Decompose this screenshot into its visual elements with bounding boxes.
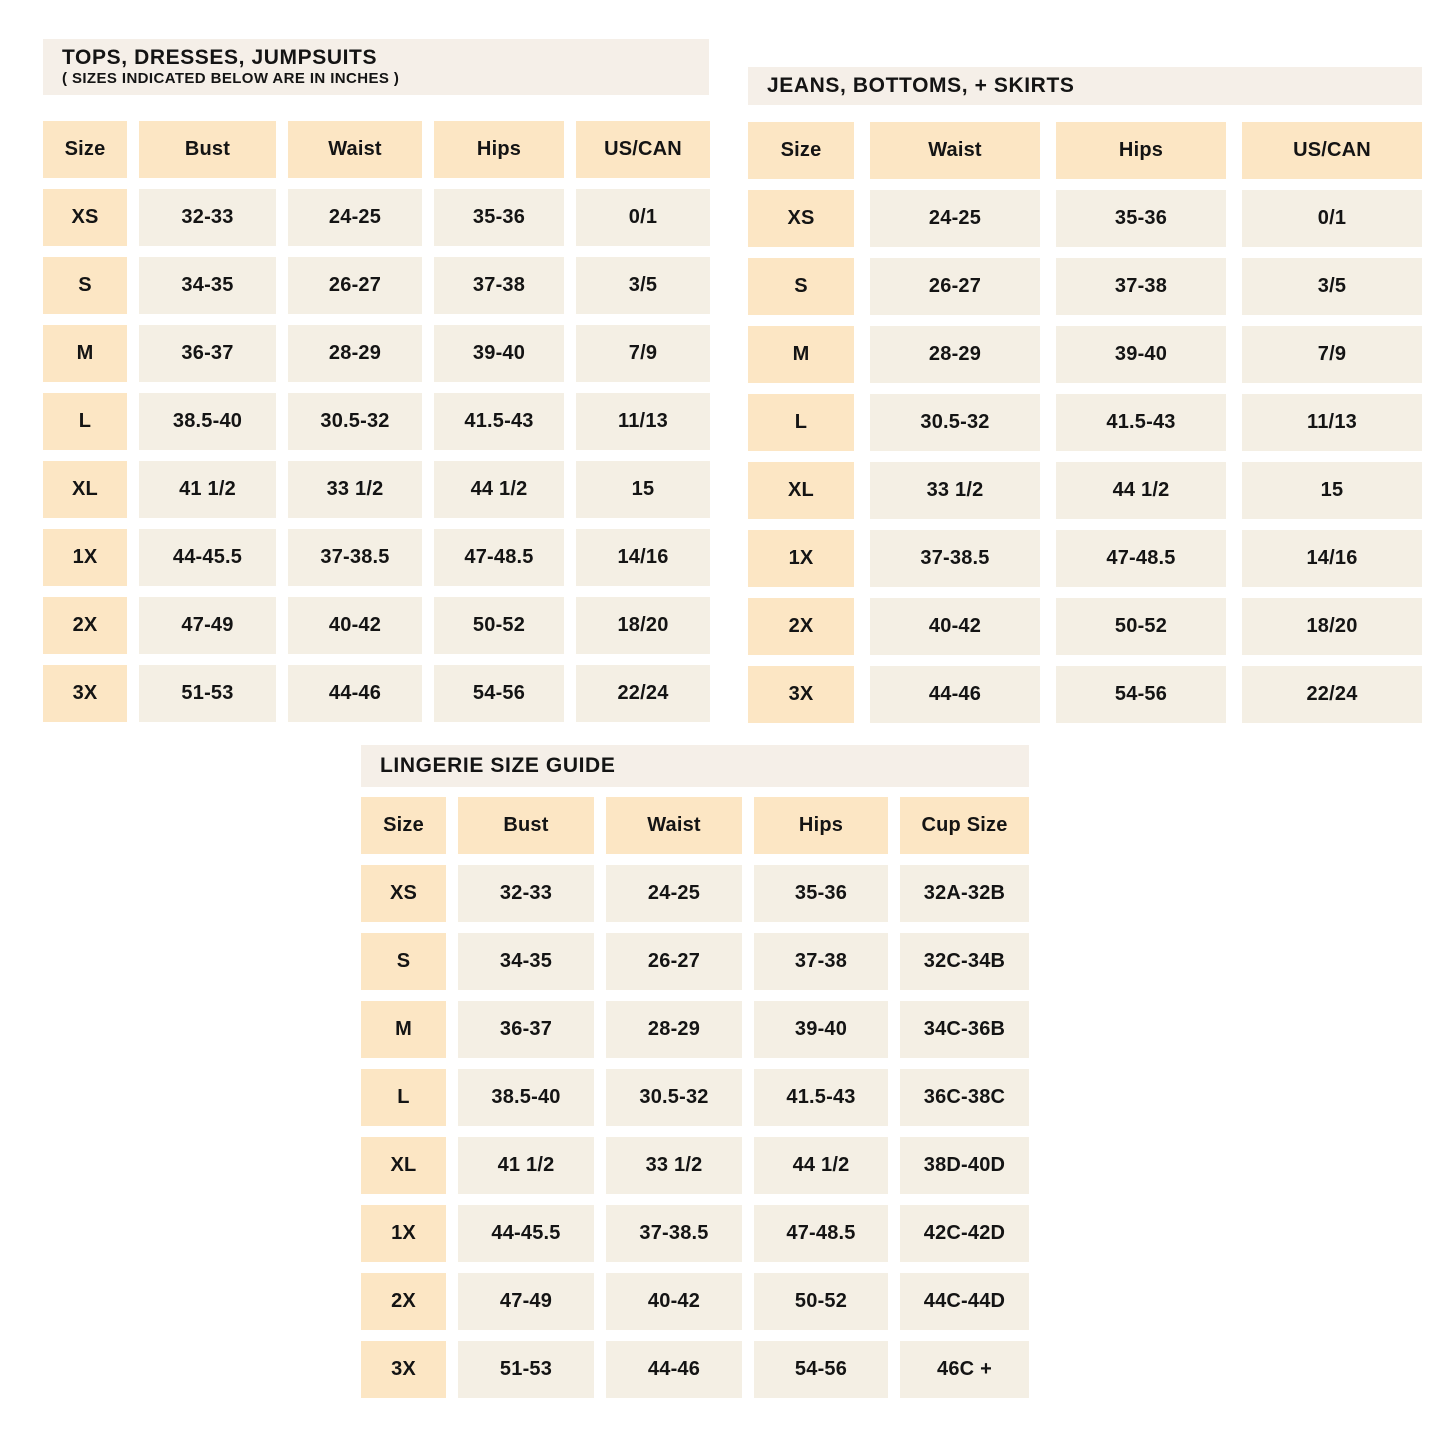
measurement-cell: 38.5-40 — [139, 393, 276, 450]
tops-table-title-bar — [43, 39, 709, 95]
column-header-size: Size — [361, 797, 446, 854]
row-size-label: M — [361, 1001, 446, 1058]
row-size-label: XL — [43, 461, 127, 518]
measurement-cell: 47-48.5 — [1056, 530, 1226, 587]
measurement-cell: 46C + — [900, 1341, 1029, 1398]
row-size-label: S — [43, 257, 127, 314]
measurement-cell: 47-49 — [139, 597, 276, 654]
tops-table-title: TOPS, DRESSES, JUMPSUITS — [62, 46, 378, 70]
measurement-cell: 33 1/2 — [870, 462, 1040, 519]
column-header-waist: Waist — [870, 122, 1040, 179]
jeans-table-title-bar — [748, 67, 1422, 105]
column-header-size: Size — [748, 122, 854, 179]
lingerie-table-title: LINGERIE SIZE GUIDE — [380, 754, 616, 778]
measurement-cell: 7/9 — [576, 325, 710, 382]
measurement-cell: 54-56 — [1056, 666, 1226, 723]
column-header-us-can: US/CAN — [1242, 122, 1422, 179]
row-size-label: M — [748, 326, 854, 383]
measurement-cell: 54-56 — [434, 665, 564, 722]
measurement-cell: 0/1 — [576, 189, 710, 246]
lingerie-size-guide-table — [361, 745, 1029, 1398]
measurement-cell: 14/16 — [1242, 530, 1422, 587]
measurement-cell: 30.5-32 — [288, 393, 422, 450]
measurement-cell: 37-38 — [434, 257, 564, 314]
measurement-cell: 54-56 — [754, 1341, 888, 1398]
column-header-cup-size: Cup Size — [900, 797, 1029, 854]
measurement-cell: 28-29 — [606, 1001, 742, 1058]
column-header-hips: Hips — [434, 121, 564, 178]
measurement-cell: 34C-36B — [900, 1001, 1029, 1058]
row-size-label: 3X — [748, 666, 854, 723]
row-size-label: S — [361, 933, 446, 990]
measurement-cell: 44 1/2 — [434, 461, 564, 518]
tops-size-grid — [43, 121, 709, 722]
measurement-cell: 51-53 — [458, 1341, 594, 1398]
measurement-cell: 39-40 — [754, 1001, 888, 1058]
column-header-size: Size — [43, 121, 127, 178]
measurement-cell: 50-52 — [434, 597, 564, 654]
row-size-label: 1X — [748, 530, 854, 587]
row-size-label: XS — [748, 190, 854, 247]
measurement-cell: 38D-40D — [900, 1137, 1029, 1194]
measurement-cell: 3/5 — [1242, 258, 1422, 315]
lingerie-table-title-bar — [361, 745, 1029, 787]
column-header-waist: Waist — [288, 121, 422, 178]
measurement-cell: 22/24 — [1242, 666, 1422, 723]
measurement-cell: 32-33 — [139, 189, 276, 246]
row-size-label: L — [361, 1069, 446, 1126]
row-size-label: XL — [748, 462, 854, 519]
measurement-cell: 50-52 — [1056, 598, 1226, 655]
measurement-cell: 34-35 — [139, 257, 276, 314]
measurement-cell: 40-42 — [288, 597, 422, 654]
measurement-cell: 18/20 — [576, 597, 710, 654]
measurement-cell: 7/9 — [1242, 326, 1422, 383]
measurement-cell: 36-37 — [458, 1001, 594, 1058]
row-size-label: XS — [43, 189, 127, 246]
measurement-cell: 44C-44D — [900, 1273, 1029, 1330]
measurement-cell: 39-40 — [1056, 326, 1226, 383]
column-header-hips: Hips — [754, 797, 888, 854]
measurement-cell: 44 1/2 — [1056, 462, 1226, 519]
measurement-cell: 41 1/2 — [139, 461, 276, 518]
row-size-label: 1X — [43, 529, 127, 586]
jeans-bottoms-skirts-table — [748, 67, 1422, 723]
row-size-label: L — [748, 394, 854, 451]
measurement-cell: 40-42 — [606, 1273, 742, 1330]
row-size-label: 2X — [43, 597, 127, 654]
row-size-label: 2X — [361, 1273, 446, 1330]
row-size-label: 3X — [43, 665, 127, 722]
row-size-label: XS — [361, 865, 446, 922]
measurement-cell: 41.5-43 — [754, 1069, 888, 1126]
measurement-cell: 36C-38C — [900, 1069, 1029, 1126]
measurement-cell: 32A-32B — [900, 865, 1029, 922]
measurement-cell: 41 1/2 — [458, 1137, 594, 1194]
measurement-cell: 24-25 — [606, 865, 742, 922]
row-size-label: 1X — [361, 1205, 446, 1262]
column-header-us-can: US/CAN — [576, 121, 710, 178]
measurement-cell: 41.5-43 — [1056, 394, 1226, 451]
measurement-cell: 47-49 — [458, 1273, 594, 1330]
measurement-cell: 34-35 — [458, 933, 594, 990]
measurement-cell: 30.5-32 — [606, 1069, 742, 1126]
measurement-cell: 14/16 — [576, 529, 710, 586]
tops-dresses-jumpsuits-table — [43, 39, 709, 722]
tops-table-subtitle: ( SIZES INDICATED BELOW ARE IN INCHES ) — [62, 70, 400, 88]
column-header-hips: Hips — [1056, 122, 1226, 179]
measurement-cell: 44-45.5 — [139, 529, 276, 586]
measurement-cell: 3/5 — [576, 257, 710, 314]
lingerie-size-grid — [361, 797, 1029, 1398]
measurement-cell: 44-46 — [870, 666, 1040, 723]
measurement-cell: 18/20 — [1242, 598, 1422, 655]
measurement-cell: 35-36 — [754, 865, 888, 922]
measurement-cell: 36-37 — [139, 325, 276, 382]
row-size-label: 3X — [361, 1341, 446, 1398]
measurement-cell: 26-27 — [288, 257, 422, 314]
measurement-cell: 44-46 — [288, 665, 422, 722]
measurement-cell: 38.5-40 — [458, 1069, 594, 1126]
column-header-bust: Bust — [139, 121, 276, 178]
measurement-cell: 0/1 — [1242, 190, 1422, 247]
measurement-cell: 35-36 — [1056, 190, 1226, 247]
measurement-cell: 15 — [1242, 462, 1422, 519]
measurement-cell: 41.5-43 — [434, 393, 564, 450]
row-size-label: S — [748, 258, 854, 315]
measurement-cell: 24-25 — [288, 189, 422, 246]
row-size-label: L — [43, 393, 127, 450]
measurement-cell: 22/24 — [576, 665, 710, 722]
measurement-cell: 37-38.5 — [288, 529, 422, 586]
measurement-cell: 47-48.5 — [754, 1205, 888, 1262]
row-size-label: 2X — [748, 598, 854, 655]
measurement-cell: 37-38 — [754, 933, 888, 990]
measurement-cell: 26-27 — [606, 933, 742, 990]
measurement-cell: 39-40 — [434, 325, 564, 382]
measurement-cell: 11/13 — [1242, 394, 1422, 451]
row-size-label: XL — [361, 1137, 446, 1194]
measurement-cell: 28-29 — [870, 326, 1040, 383]
measurement-cell: 51-53 — [139, 665, 276, 722]
measurement-cell: 24-25 — [870, 190, 1040, 247]
measurement-cell: 37-38.5 — [606, 1205, 742, 1262]
column-header-waist: Waist — [606, 797, 742, 854]
measurement-cell: 37-38.5 — [870, 530, 1040, 587]
measurement-cell: 33 1/2 — [606, 1137, 742, 1194]
measurement-cell: 40-42 — [870, 598, 1040, 655]
row-size-label: M — [43, 325, 127, 382]
measurement-cell: 28-29 — [288, 325, 422, 382]
measurement-cell: 26-27 — [870, 258, 1040, 315]
measurement-cell: 30.5-32 — [870, 394, 1040, 451]
measurement-cell: 15 — [576, 461, 710, 518]
column-header-bust: Bust — [458, 797, 594, 854]
measurement-cell: 44 1/2 — [754, 1137, 888, 1194]
jeans-table-title: JEANS, BOTTOMS, + SKIRTS — [767, 74, 1075, 98]
measurement-cell: 11/13 — [576, 393, 710, 450]
measurement-cell: 33 1/2 — [288, 461, 422, 518]
measurement-cell: 35-36 — [434, 189, 564, 246]
measurement-cell: 44-46 — [606, 1341, 742, 1398]
jeans-size-grid — [748, 122, 1422, 723]
measurement-cell: 42C-42D — [900, 1205, 1029, 1262]
measurement-cell: 37-38 — [1056, 258, 1226, 315]
measurement-cell: 47-48.5 — [434, 529, 564, 586]
measurement-cell: 44-45.5 — [458, 1205, 594, 1262]
measurement-cell: 32C-34B — [900, 933, 1029, 990]
measurement-cell: 32-33 — [458, 865, 594, 922]
measurement-cell: 50-52 — [754, 1273, 888, 1330]
